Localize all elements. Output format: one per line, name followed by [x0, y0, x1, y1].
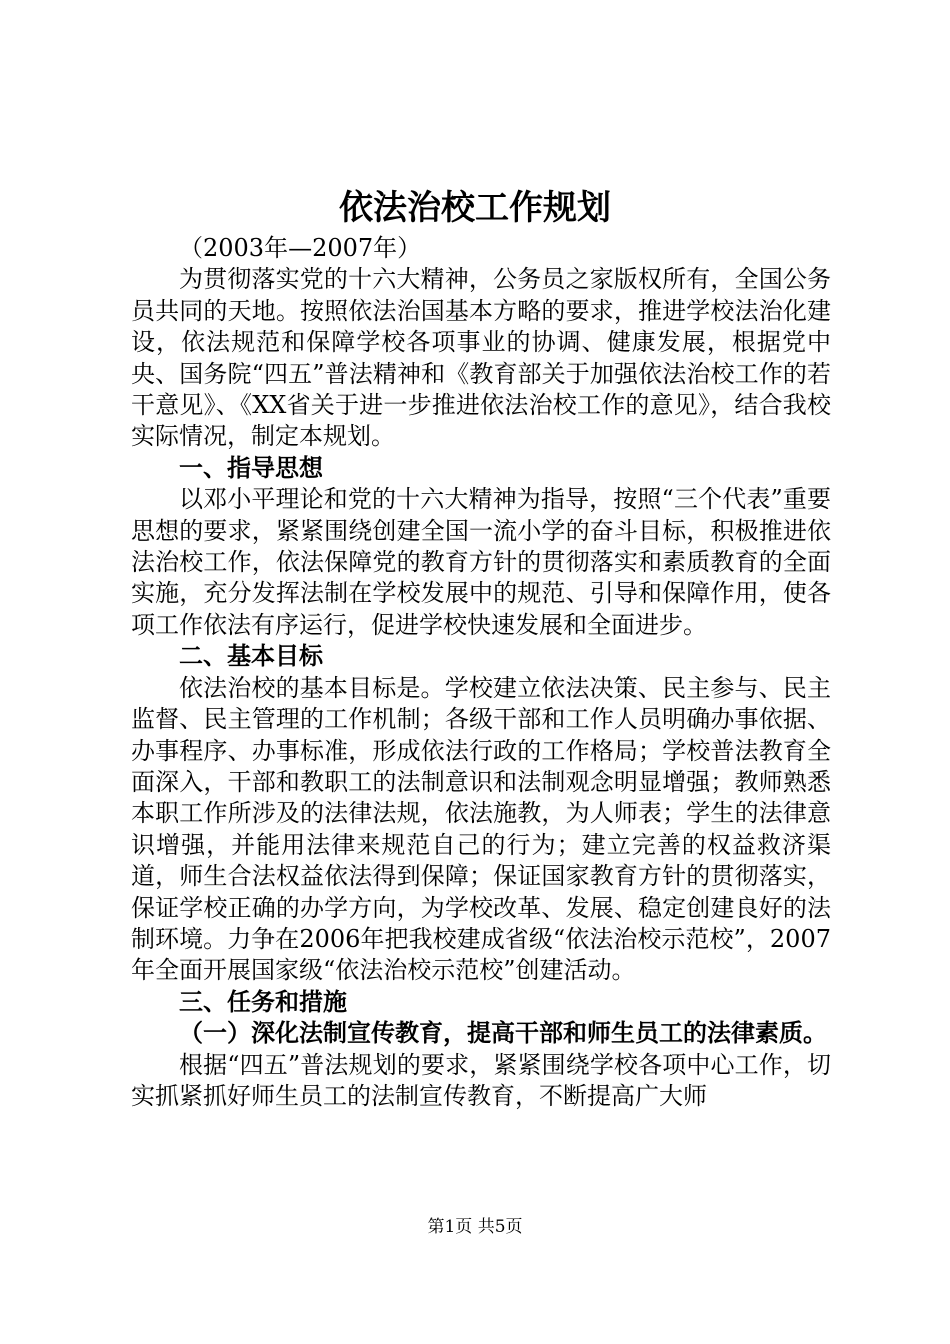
section-paragraph-legal-education: 根据“四五”普法规划的要求，紧紧围绕学校各项中心工作，切实抓紧抓好师生员工的法制宣传教育，不断提高广大师: [131, 1050, 831, 1110]
section-paragraph-basic-goals: 依法治校的基本目标是。学校建立依法决策、民主参与、民主监督、民主管理的工作机制；各级干部和工作人员明确办事依据、办事程序、办事标准，形成依法行政的工作格局；学校普法教育全面深入，干部和教职工的法制意识和法制观念明显增强；教师熟悉本职工作所涉及的法律法规，依法施教，为人师表；学生的法律意识增强，并能用法律来规范自己的行为；建立完善的权益救济渠道，师生合法权益依法得到保障；保证国家教育方针的贯彻落实，保证学校正确的办学方向，为学校改革、发展、稳定创建良好的法制环境。力争在2006年把我校建成省级“依法治校示范校”，2007年全面开展国家级“依法治校示范校”创建活动。: [131, 673, 831, 985]
page-footer: 第1页 共5页: [427, 1217, 523, 1237]
subsection-heading-legal-education: （一）深化法制宣传教育，提高干部和师生员工的法律素质。: [179, 1019, 827, 1048]
section-paragraph-guiding-ideology: 以邓小平理论和党的十六大精神为指导，按照“三个代表”重要思想的要求，紧紧围绕创建全国一流小学的奋斗目标，积极推进依法治校工作，依法保障党的教育方针的贯彻落实和素质教育的全面实施，充分发挥法制在学校发展中的规范、引导和保障作用，使各项工作依法有序运行，促进学校快速发展和全面进步。: [131, 485, 831, 639]
intro-paragraph: 为贯彻落实党的十六大精神，公务员之家版权所有，全国公务员共同的天地。按照依法治国基本方略的要求，推进学校法治化建设，依法规范和保障学校各项事业的协调、健康发展，根据党中央、国务院“四五”普法精神和《教育部关于加强依法治校工作的若干意见》、《XX省关于进一步推进依法治校工作的意见》，结合我校实际情况，制定本规划。: [131, 265, 831, 451]
document-body: [131, 233, 831, 1112]
section-heading-tasks-measures: 三、任务和措施: [179, 987, 347, 1016]
document-title: 依法治校工作规划: [339, 188, 611, 228]
document-subtitle: （2003年—2007年）: [179, 234, 422, 262]
section-heading-guiding-ideology: 一、指导思想: [179, 453, 323, 482]
section-heading-basic-goals: 二、基本目标: [179, 642, 323, 671]
